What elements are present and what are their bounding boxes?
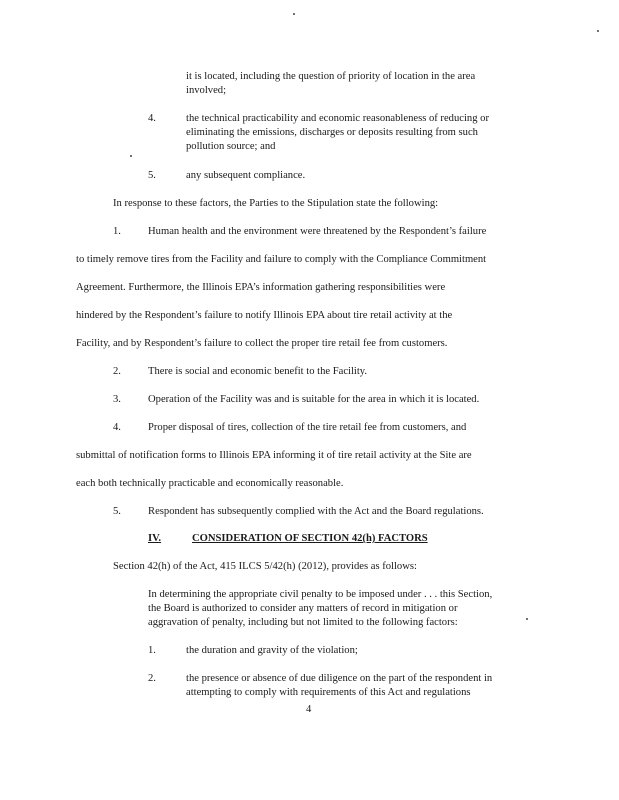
statute-line: any subsequent compliance.: [186, 170, 306, 181]
section-intro: Section 42(h) of the Act, 415 ILCS 5/42(h) (2012), provides as follows:: [113, 561, 417, 572]
quote-line: the Board is authorized to consider any matters of record in mitigation or: [148, 603, 458, 614]
response-line: There is social and economic benefit to the Facility.: [148, 366, 368, 377]
statute-line: eliminating the emissions, discharges or deposits resulting from such: [186, 127, 478, 138]
response-number: 2.: [113, 366, 121, 377]
scan-speck: [130, 155, 132, 157]
scan-speck: [293, 13, 295, 15]
page-number: 4: [306, 704, 312, 715]
response-line: to timely remove tires from the Facility and failure to comply with the Compliance Commitment: [76, 254, 487, 265]
response-line: Operation of the Facility was and is suitable for the area in which it is located.: [148, 394, 480, 405]
section-number: IV.: [148, 533, 162, 544]
response-line: Respondent has subsequently complied with the Act and the Board regulations.: [148, 506, 484, 517]
response-line: Facility, and by Respondent’s failure to collect the proper tire retail fee from customers.: [76, 338, 448, 349]
statute-line: it is located, including the question of priority of location in the area: [186, 71, 476, 82]
factor-line: the presence or absence of due diligence on the part of the respondent in: [186, 673, 493, 684]
response-line: Proper disposal of tires, collection of the tire retail fee from customers, and: [148, 422, 467, 433]
response-number: 5.: [113, 506, 121, 517]
scan-speck: [597, 30, 599, 32]
factor-line: attempting to comply with requirements of this Act and regulations: [186, 687, 471, 698]
response-line: submittal of notification forms to Illinois EPA informing it of tire retail activity at the Site are: [76, 450, 472, 461]
quote-line: In determining the appropriate civil penalty to be imposed under . . . this Section,: [148, 589, 493, 600]
factor-line: the duration and gravity of the violation;: [186, 645, 358, 656]
scan-speck: [526, 618, 528, 620]
quote-line: aggravation of penalty, including but not limited to the following factors:: [148, 617, 458, 628]
response-intro: In response to these factors, the Parties to the Stipulation state the following:: [113, 198, 439, 209]
factor-number: 2.: [148, 673, 156, 684]
response-number: 4.: [113, 422, 121, 433]
factor-number: 1.: [148, 645, 156, 656]
response-line: each both technically practicable and economically reasonable.: [76, 478, 344, 489]
response-line: hindered by the Respondent’s failure to notify Illinois EPA about tire retail activity at the: [76, 310, 453, 321]
response-number: 3.: [113, 394, 121, 405]
statute-item-number: 5.: [148, 170, 156, 181]
statute-line: pollution source; and: [186, 141, 276, 152]
response-line: Agreement. Furthermore, the Illinois EPA’s information gathering responsibilities were: [76, 282, 446, 293]
statute-item-number: 4.: [148, 113, 156, 124]
response-number: 1.: [113, 226, 121, 237]
response-line: Human health and the environment were threatened by the Respondent’s failure: [148, 226, 487, 237]
statute-line: the technical practicability and economic reasonableness of reducing or: [186, 113, 489, 124]
statute-line: involved;: [186, 85, 227, 96]
section-title: CONSIDERATION OF SECTION 42(h) FACTORS: [192, 533, 428, 544]
